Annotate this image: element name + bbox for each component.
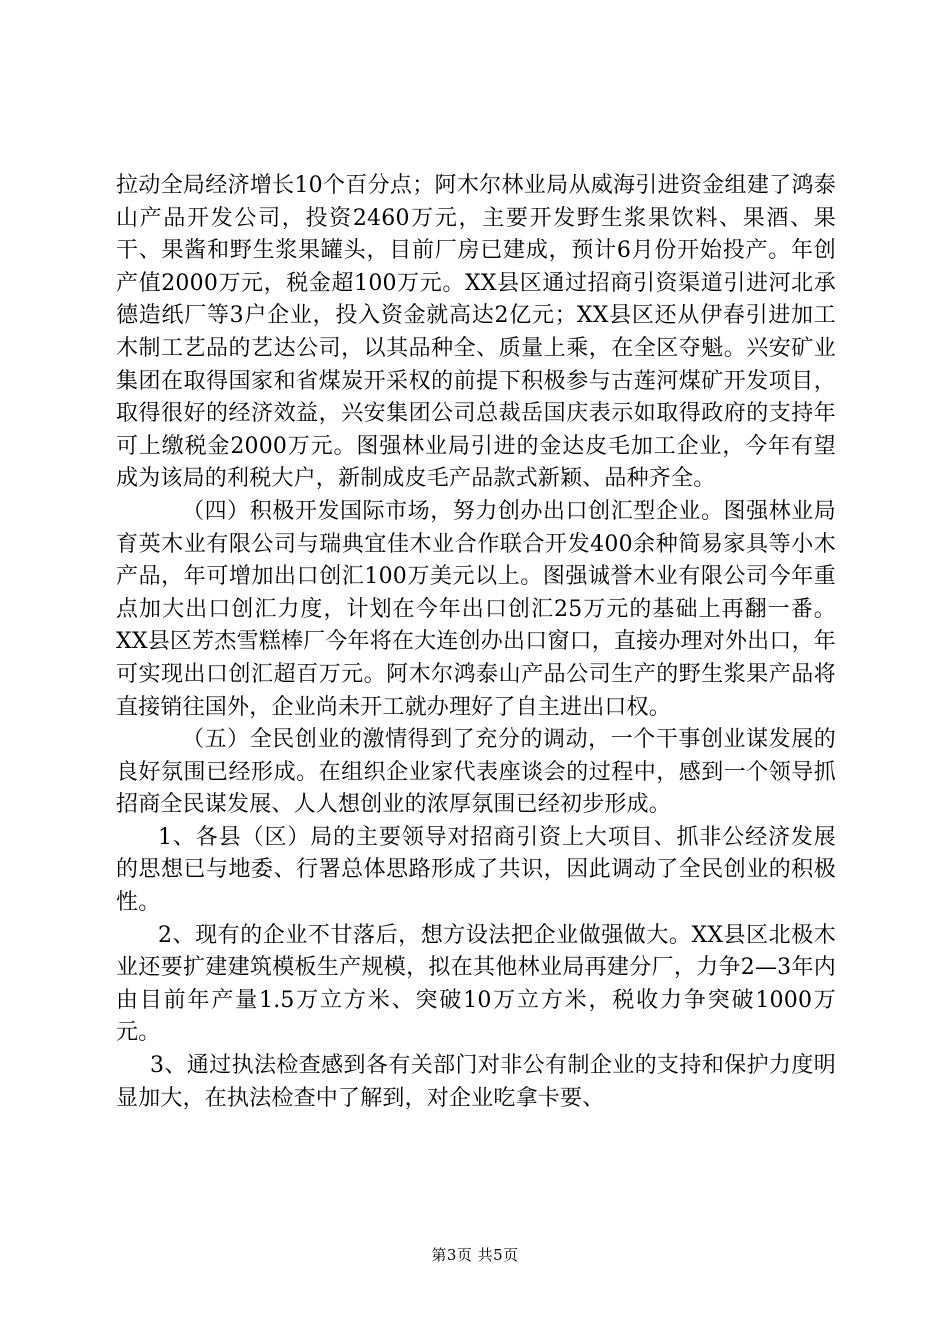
paragraph-item-three: 3、通过执法检查感到各有关部门对非公有制企业的支持和保护力度明显加大，在执法检查中了解到，对企业吃拿卡要、 <box>116 1053 836 1111</box>
document-body <box>116 170 836 1115</box>
paragraph-section-five: （五）全民创业的激情得到了充分的调动，一个干事创业谋发展的良好氛围已经形成。在组织企业家代表座谈会的过程中，感到一个领导抓招商全民谋发展、人人想创业的浓厚氛围已经初步形成。 <box>116 727 836 818</box>
paragraph-item-two: 2、现有的企业不甘落后，想方设法把企业做强做大。XX县区北极木业还要扩建建筑模板生产规模，拟在其他林业局再建分厂，力争2—3年内由目前年产量1.5万立方米、突破10万立方米，税收力争突破1000万元。 <box>116 922 836 1046</box>
page-number-footer: 第3页 共5页 <box>431 1246 519 1264</box>
paragraph-investment-projects: 拉动全局经济增长10个百分点；阿木尔林业局从威海引进资金组建了鸿泰山产品开发公司，投资2460万元，主要开发野生浆果饮料、果酒、果干、果酱和野生浆果罐头，目前厂房已建成，预计6月份开始投产。年创产值2000万元，税金超100万元。XX县区通过招商引资渠道引进河北承德造纸厂等3户企业，投入资金就高达2亿元；XX县区还从伊春引进加工木制工艺品的艺达公司，以其品种全、质量上乘，在全区夺魁。兴安矿业集团在取得国家和省煤炭开采权的前提下积极参与古莲河煤矿开发项目，取得很好的经济效益，兴安集团公司总裁岳国庆表示如取得政府的支持年可上缴税金2000万元。图强林业局引进的金达皮毛加工企业，今年有望成为该局的利税大户，新制成皮毛产品款式新颖、品种齐全。 <box>116 173 836 492</box>
paragraph-item-one: 1、各县（区）局的主要领导对招商引资上大项目、抓非公经济发展的思想已与地委、行署总体思路形成了共识，因此调动了全民创业的积极性。 <box>116 824 836 916</box>
paragraph-section-four: （四）积极开发国际市场，努力创办出口创汇型企业。图强林业局育英木业有限公司与瑞典宜佳木业合作联合开发400余种简易家具等小木产品，年可增加出口创汇100万美元以上。图强诚誉木业有限公司今年重点加大出口创汇力度，计划在今年出口创汇25万元的基础上再翻一番。XX县区芳杰雪糕棒厂今年将在大连创办出口窗口，直接办理对外出口，年可实现出口创汇超百万元。阿木尔鸿泰山产品公司生产的野生浆果产品将直接销往国外，企业尚未开工就办理好了自主进出口权。 <box>116 498 836 720</box>
